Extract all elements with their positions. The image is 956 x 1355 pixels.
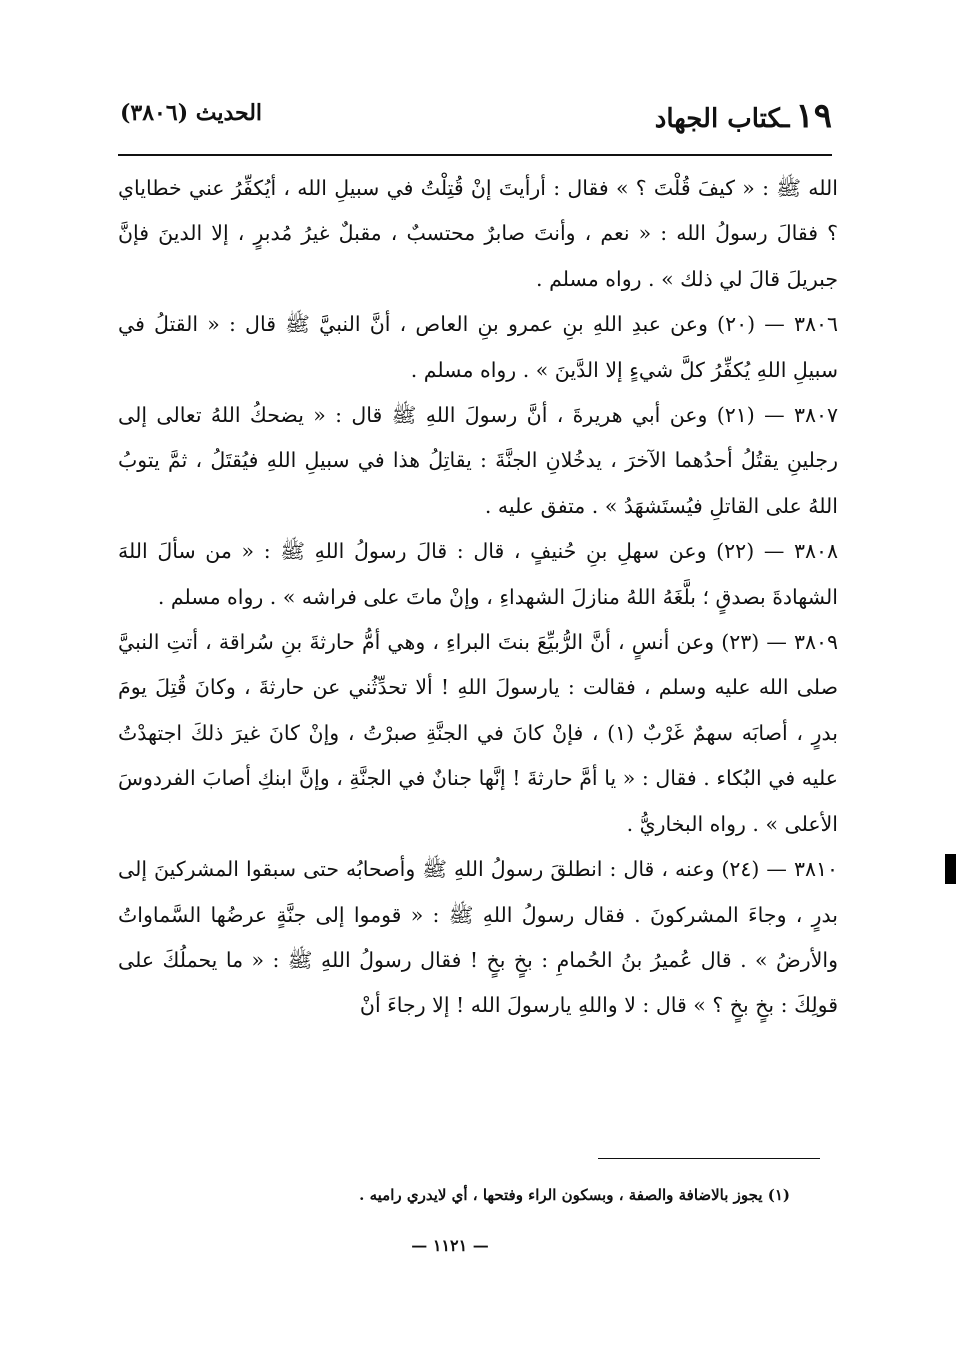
hadith-3806: ٣٨٠٦ — (٢٠) وعن عبدِ اللهِ بنِ عمرو بنِ العاص ، أنَّ النبيَّ ﷺ قال : « القتلُ في سبيلِ اللهِ يُكفِّرُ كلَّ شيءٍ إلا الدَّينَ » . رواه مسلم . (118, 312, 838, 382)
hadith-3807: ٣٨٠٧ — (٢١) وعن أبي هريرةَ ، أنَّ رسولَ اللهِ ﷺ قال : « يضحكُ اللهُ تعالى إلى رجلينِ يقتُلُ أحدُهما الآخرَ ، يدخُلانِ الجنَّةَ : يقاتِلُ هذا في سبيلِ اللهِ فيُقتَلُ ، ثمَّ يتوبُ اللهُ على القاتلِ فيُستَشهَدُ » . متفق عليه . (118, 403, 839, 518)
page-number: — ١١٢١ — (411, 1236, 489, 1255)
hadith-range: الحديث (٣٨٠٦) (120, 100, 263, 126)
paragraph-continuation: الله ﷺ : « كيفَ قُلْتَ ؟ » فقال : أرأيتَ إنْ قُتِلْتُ في سبيلِ الله ، أيُكفِّرُ عني خطاياي ؟ فقالَ رسولُ الله : « نعم ، وأنتَ صابرٌ محتسبٌ ، مقبلٌ غيرُ مُدبرٍ ، إلا الدينَ فإنَّ جبريلَ قالَ لي ذلك » . رواه مسلم . (118, 176, 838, 291)
header-divider (118, 154, 832, 156)
chapter-number: ١٩ (795, 96, 832, 136)
hadith-3810: ٣٨١٠ — (٢٤) وعنه ، قال : انطلقَ رسولُ اللهِ ﷺ وأصحابُه حتى سبقوا المشركينَ إلى بدرٍ ، وجاءَ المشركونَ . فقال رسولُ اللهِ ﷺ : « قوموا إلى جنَّةٍ عرضُها السَّماواتُ والأرضُ » . قال عُميرُ بنُ الحُمامِ : بخٍ بخٍ ! فقال رسولُ اللهِ ﷺ : « ما يحملُكَ على قولِكَ : بخٍ بخٍ ؟ » قال : لا واللهِ يارسولَ الله ! إلا رجاءَ أنْ (118, 857, 839, 1018)
hadith-3809: ٣٨٠٩ — (٢٣) وعن أنسٍ ، أنَّ الرُّبيِّعَ بنتَ البراءِ ، وهي أمُّ حارثةَ بنِ سُراقة ، أتتِ النبيَّ صلى الله عليه وسلم ، فقالت : يارسولَ اللهِ ! ألا تحدِّثُني عن حارثةَ ، وكانَ قُتِلَ يومَ بدرٍ ، أصابَه سهمٌ غَرْبٌ (١) ، فإنْ كانَ في الجنَّةِ صبرْتُ ، وإنْ كانَ غيرَ ذلكَ اجتهدْتُ عليه في البُكاء . فقال : « يا أمَّ حارثةَ ! إنَّها جنانٌ في الجنَّةِ ، وإنَّ ابنكِ أصابَ الفردوسَ الأعلى » . رواه البخاريُّ . (118, 630, 838, 836)
chapter-title: ـكتاب الجهاد (654, 104, 790, 134)
running-header (120, 96, 832, 148)
hadith-3808: ٣٨٠٨ — (٢٢) وعن سهلِ بنِ حُنيفٍ ، قال : قالَ رسولُ اللهِ ﷺ : « من سألَ اللهَ الشهادةَ بصدقٍ ؛ بلَّغَهُ اللهُ منازلَ الشهداءِ ، وإنْ ماتَ على فراشه » . رواه مسلم . (118, 539, 839, 609)
page-body (118, 166, 838, 1029)
footnote-divider (598, 1158, 820, 1159)
footnote: (١) يجوز بالاضافة والصفة ، وبسكون الراء وفتحها ، أي لايدري راميه . (359, 1186, 790, 1204)
page-edge-mark (945, 854, 956, 884)
chapter-heading (655, 96, 832, 136)
